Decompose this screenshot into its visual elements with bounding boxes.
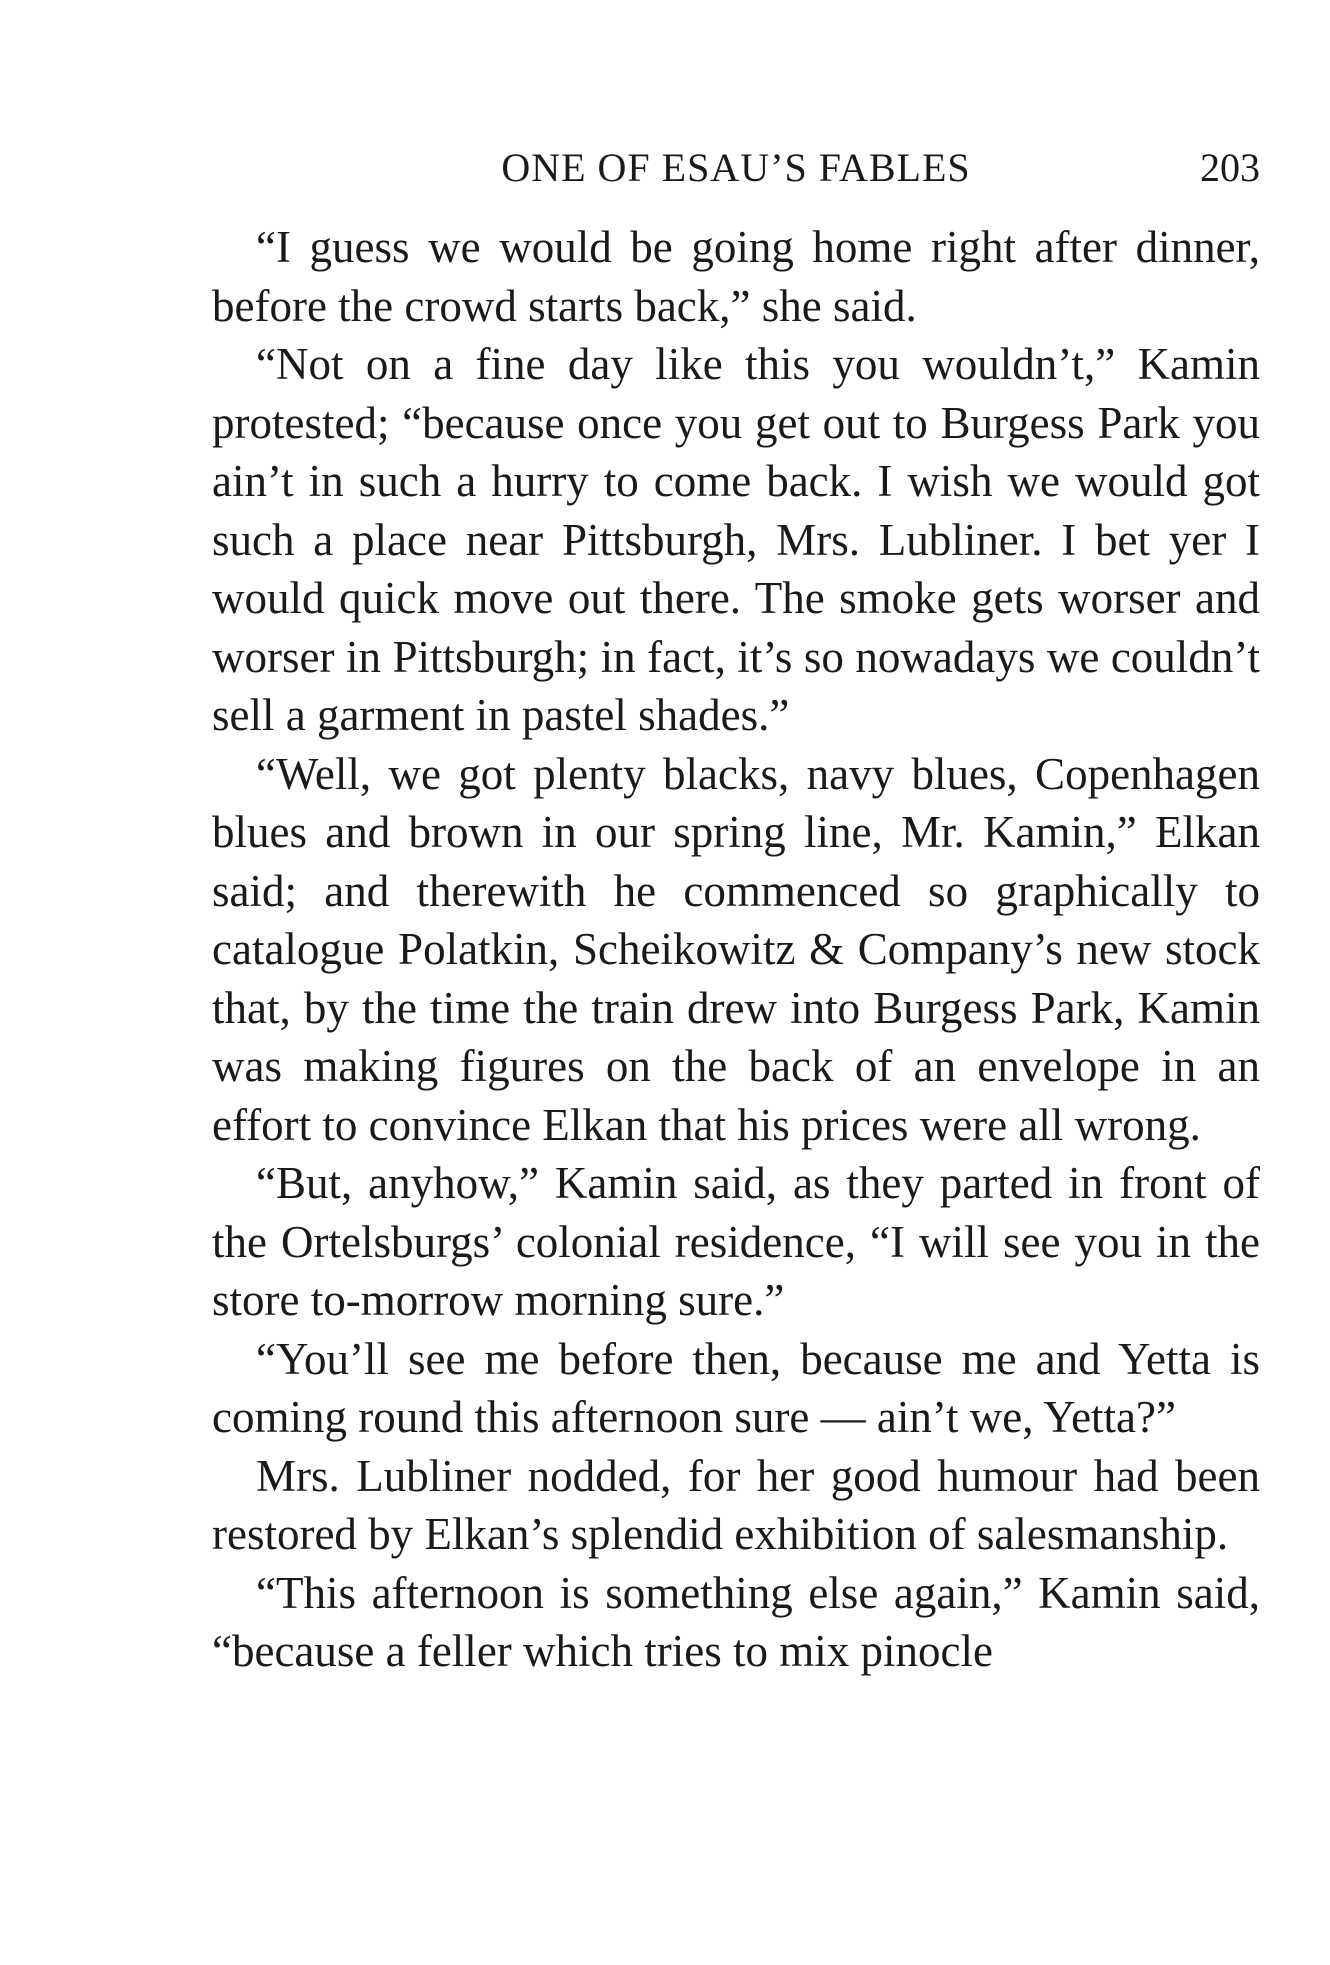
page-header [212,138,1260,198]
paragraph-4: “But, anyhow,” Kamin said, as they parted in front of the Ortelsburgs’ colonial residence, “I will see you in the store to-morrow morning sure.” [212,1158,1260,1325]
paragraph-1: “I guess we would be going home right after dinner, before the crowd starts back,” she said. [212,222,1260,331]
paragraph-3: “Well, we got plenty blacks, navy blues, Copenhagen blues and brown in our spring line, Mr. Kamin,” Elkan said; and therewith he commenced so graphically to catalogue Polatkin, Scheikowitz & Company’s new stock that, by the time the train drew into Burgess Park, Kamin was making figures on the back of an envelope in an effort to convince Elkan that his prices were all wrong. [212,748,1260,1150]
running-title: ONE OF ESAU’S FABLES [501,145,971,190]
page-number: 203 [1200,145,1260,190]
body-text [212,218,1260,1681]
paragraph-6: Mrs. Lubliner nodded, for her good humour had been restored by Elkan’s splendid exhibition of salesmanship. [212,1450,1260,1559]
paragraph-7: “This afternoon is something else again,” Kamin said, “because a feller which tries to mix pinocle [212,1567,1260,1676]
paragraph-2: “Not on a fine day like this you wouldn’t,” Kamin protested; “because once you get out to Burgess Park you ain’t in such a hurry to come back. I wish we would got such a place near Pittsburgh, Mrs. Lubliner. I bet yer I would quick move out there. The smoke gets worser and worser in Pittsburgh; in fact, it’s so nowadays we couldn’t sell a garment in pastel shades.” [212,339,1260,740]
paragraph-5: “You’ll see me before then, because me and Yetta is coming round this afternoon sure — ain’t we, Yetta?” [212,1333,1260,1442]
